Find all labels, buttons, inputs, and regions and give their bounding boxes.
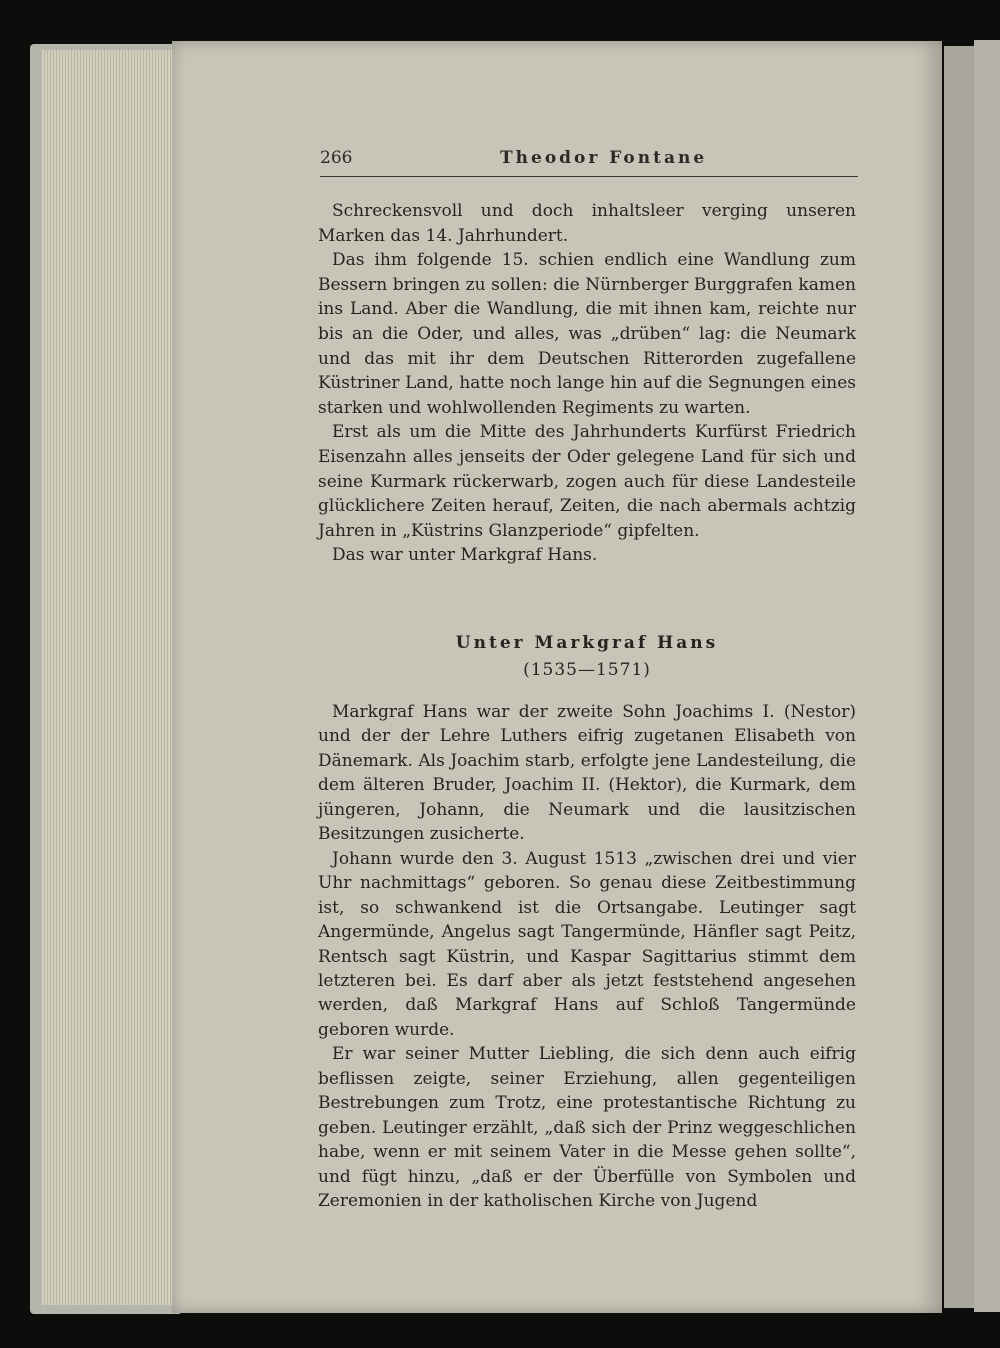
facing-book-cover	[974, 40, 1000, 1312]
paragraph: Johann wurde den 3. August 1513 „zwischen drei und vier Uhr nachmittags“ geboren. So genau diese Zeitbestimmung ist, so schwankend ist die Ortsangabe. Leutinger sagt Angermünde, Angelus sagt Tangermünde, Hänfler sagt Peitz, Rentsch sagt Küstrin, und Kaspar Sagittarius stimmt dem letzteren bei. Es darf aber als jetzt feststehend angesehen werden, daß Markgraf Hans auf Schloß Tangermünde geboren wurde.	[318, 848, 856, 1040]
facing-page-edge	[944, 46, 974, 1308]
page-number: 266	[320, 148, 353, 168]
paragraph: Markgraf Hans war der zweite Sohn Joachims I. (Nestor) und der der Lehre Luthers eifrig zugetanen Elisabeth von Dänemark. Als Joachim starb, erfolgte jene Landesteilung, die dem älteren Bruder, Joachim II. (Hektor), die Kurmark, dem jüngeren, Johann, die Neumark und die lausitzischen Besitzungen zusicherte.	[318, 702, 856, 845]
paragraph: Das ihm folgende 15. schien endlich eine Wandlung zum Bessern bringen zu sollen: die Nürnberger Burggrafen kamen ins Land. Aber die Wandlung, die mit ihnen kam, reichte nur bis an die Oder, und alles, was „drüben“ lag: die Neumark und das mit ihr dem Deutschen Ritterorden zugefallene Küstriner Land, hatte noch lange hin auf die Segnungen eines starken und wohlwollenden Regiments zu warten.	[318, 250, 856, 418]
section-intro	[318, 199, 856, 568]
page-edges	[42, 50, 174, 1305]
paragraph: Er war seiner Mutter Liebling, die sich denn auch eifrig beflissen zeigte, seiner Erziehung, allen gegenteiligen Bestrebungen zum Trotz, eine protestantische Richtung zu geben. Leutinger erzählt, „daß sich der Prinz weggeschlichen habe, wenn er mit seinem Vater in die Messe gehen sollte“, und fügt hinzu, „daß er der Überfülle von Symbolen und Zeremonien in der katholischen Kirche von Jugend	[318, 1044, 856, 1212]
paragraph: Das war unter Markgraf Hans.	[332, 545, 598, 566]
paragraph: Schreckensvoll und doch inhaltsleer verging unseren Marken das 14. Jahrhundert.	[318, 201, 856, 246]
running-head	[320, 146, 858, 177]
section-heading	[318, 630, 856, 684]
section-title: Unter Markgraf Hans	[455, 633, 719, 653]
section-markgraf-hans	[318, 700, 856, 1214]
section-years: (1535—1571)	[523, 660, 651, 680]
paragraph: Erst als um die Mitte des Jahrhunderts Kurfürst Friedrich Eisenzahn alles jenseits der Oder gelegene Land für sich und seine Kurmark rückerwarb, zogen auch für diese Landesteile glücklichere Zeiten herauf, Zeiten, die nach abermals achtzig Jahren in „Küstrins Glanzperiode“ gipfelten.	[318, 422, 856, 541]
running-title: Theodor Fontane	[500, 148, 708, 168]
